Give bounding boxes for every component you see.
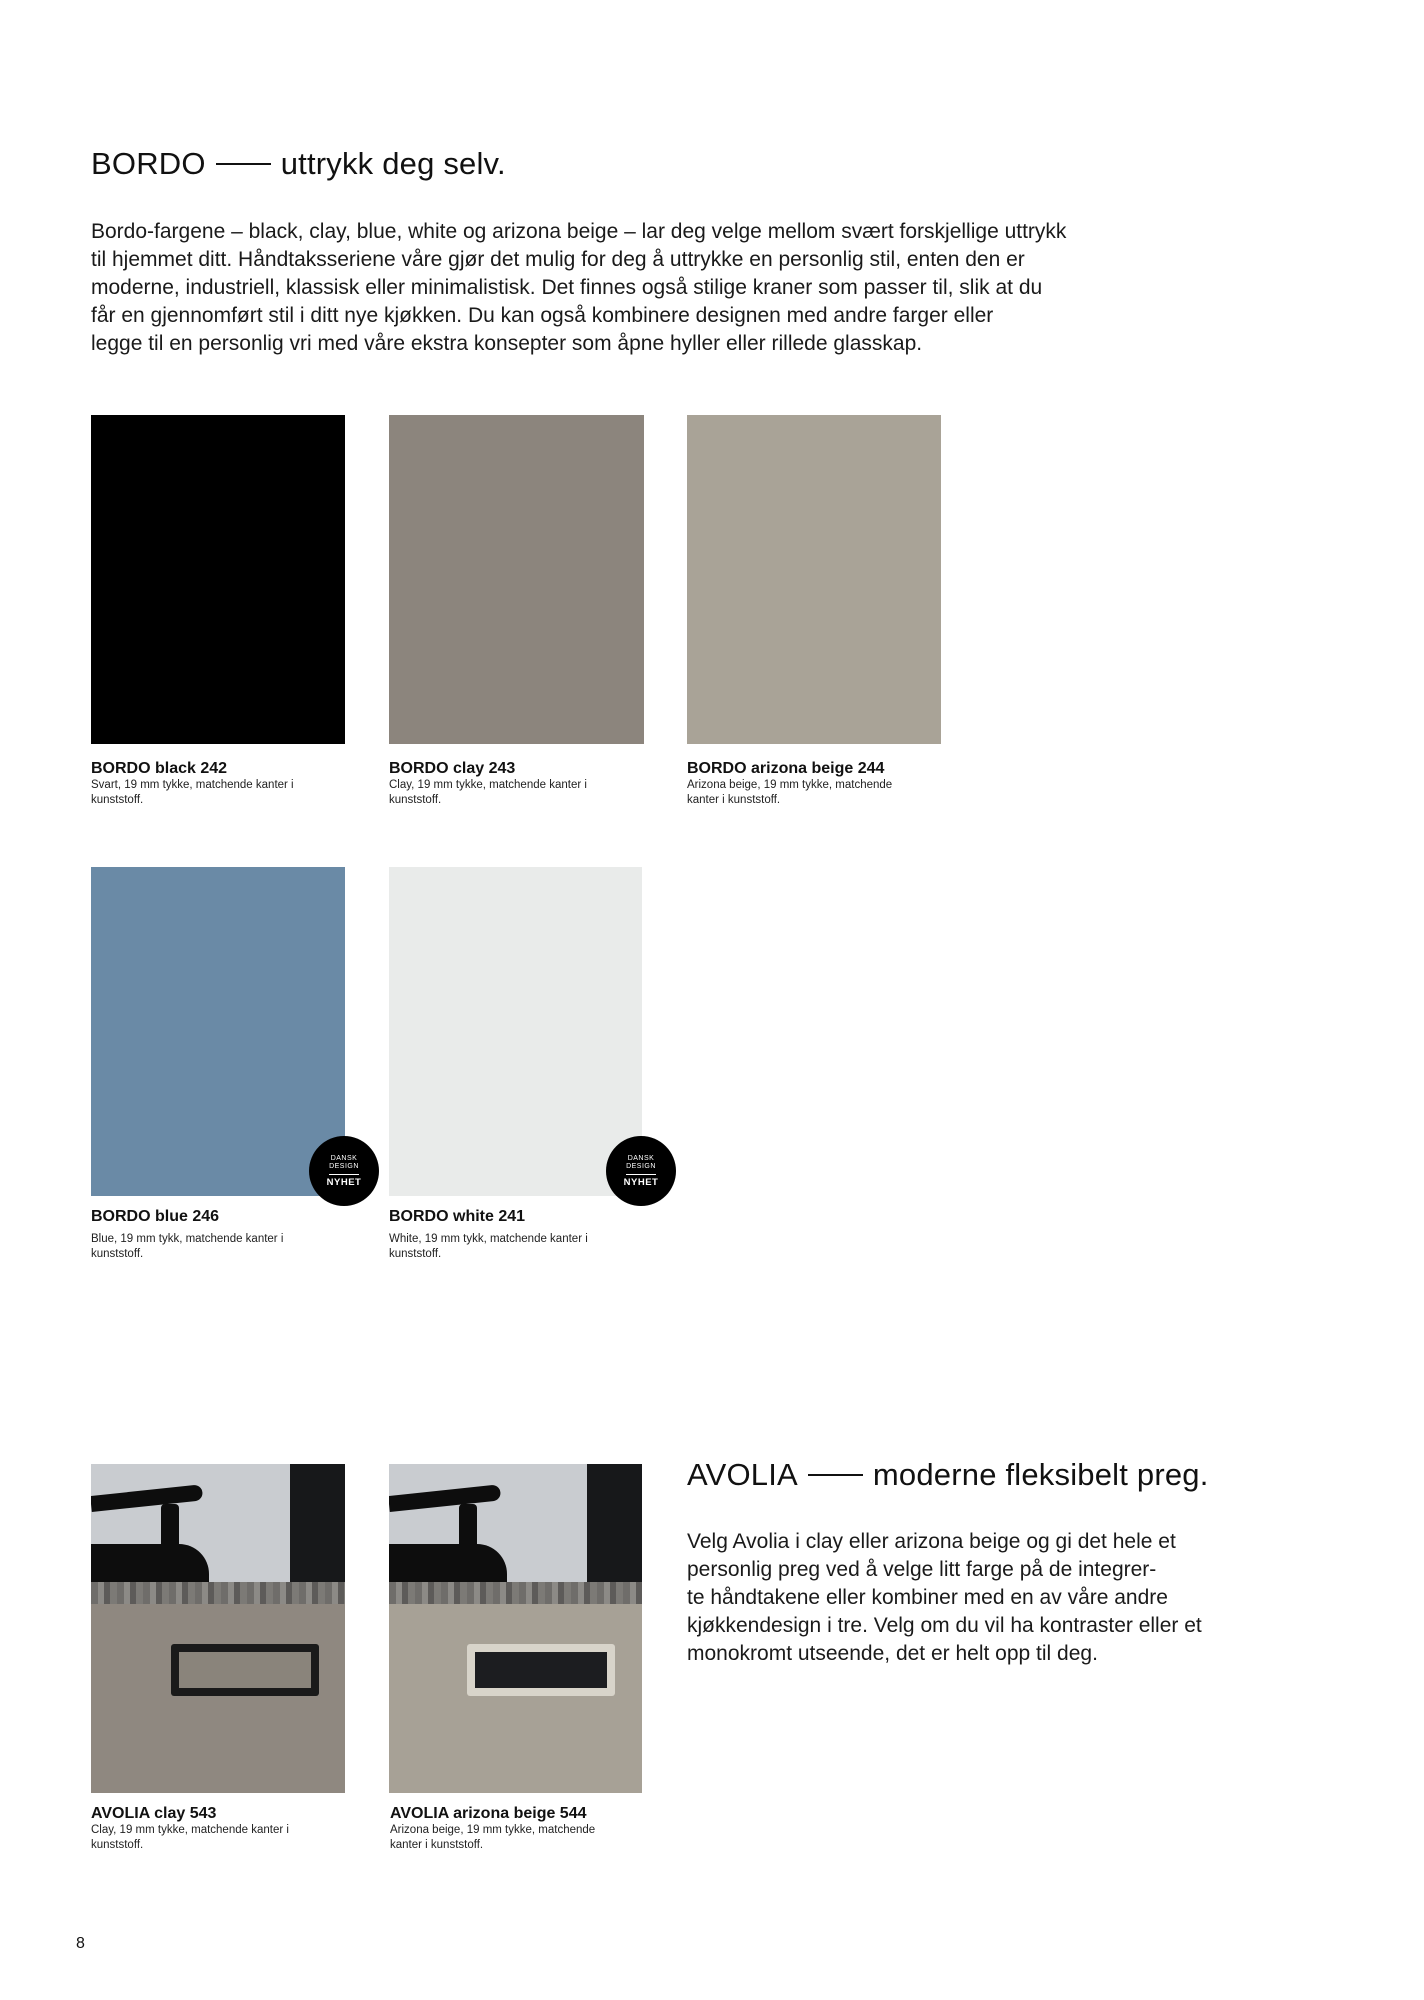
- caption-desc: Svart, 19 mm tykke, matchende kanter i kunststoff.: [91, 779, 294, 806]
- photo-avolia-clay: [91, 1464, 345, 1793]
- caption-bordo-blue: [91, 1208, 321, 1262]
- caption-title: BORDO black 242: [91, 760, 228, 777]
- nyhet-badge: [606, 1136, 676, 1206]
- avolia-intro-line: Velg Avolia i clay eller arizona beige og gi det hele et: [687, 1530, 1176, 1553]
- caption-title: BORDO clay 243: [389, 760, 516, 777]
- avolia-intro-line: monokromt utseende, det er helt opp til deg.: [687, 1642, 1098, 1665]
- badge-line: DANSK: [330, 1154, 358, 1162]
- heading-dash: [808, 1474, 863, 1476]
- swatch-bordo-blue: [91, 867, 345, 1196]
- caption-desc: Blue, 19 mm tykk, matchende kanter i kunststoff.: [91, 1233, 284, 1260]
- bordo-intro-line: Bordo-fargene – black, clay, blue, white og arizona beige – lar deg velge mellom svært forskjellige uttrykk: [91, 220, 1067, 243]
- photo-dark-panel: [587, 1464, 642, 1582]
- tap-base: [91, 1544, 209, 1582]
- handle-recess: [475, 1652, 607, 1688]
- heading-dash: [216, 163, 271, 165]
- badge-divider: [329, 1174, 359, 1175]
- swatch-bordo-clay: [389, 415, 644, 744]
- badge-label: NYHET: [623, 1176, 659, 1188]
- bordo-heading: [91, 146, 506, 182]
- caption-bordo-white: [389, 1208, 619, 1262]
- caption-bordo-arizona-beige: [687, 760, 917, 808]
- caption-title: AVOLIA arizona beige 544: [390, 1805, 587, 1822]
- avolia-heading: [687, 1457, 1209, 1493]
- caption-desc: Arizona beige, 19 mm tykke, matchende kanter i kunststoff.: [687, 779, 893, 806]
- avolia-intro-line: personlig preg ved å velge litt farge på de integrer-: [687, 1558, 1157, 1581]
- badge-line: DANSK: [627, 1154, 655, 1162]
- handle-recess: [179, 1652, 311, 1688]
- swatch-bordo-black: [91, 415, 345, 744]
- nyhet-badge: [309, 1136, 379, 1206]
- bordo-intro-line: moderne, industriell, klassisk eller minimalistisk. Det finnes også stilige kraner som passer til, slik at du: [91, 276, 1043, 299]
- bordo-intro-line: får en gjennomført stil i ditt nye kjøkken. Du kan også kombinere designen med andre farger eller: [91, 304, 994, 327]
- caption-desc: Arizona beige, 19 mm tykke, matchende kanter i kunststoff.: [390, 1824, 596, 1851]
- photo-front: [91, 1604, 345, 1793]
- swatch-bordo-white: [389, 867, 642, 1196]
- photo-dark-panel: [290, 1464, 345, 1582]
- bordo-intro: [91, 218, 1151, 358]
- avolia-intro: [687, 1528, 1327, 1668]
- caption-desc: Clay, 19 mm tykke, matchende kanter i kunststoff.: [389, 779, 587, 806]
- caption-avolia-clay: [91, 1805, 321, 1853]
- photo-countertop: [91, 1582, 345, 1604]
- avolia-heading-brand: AVOLIA: [687, 1457, 798, 1492]
- caption-avolia-arizona-beige: [390, 1805, 620, 1853]
- badge-divider: [626, 1174, 656, 1175]
- photo-countertop: [389, 1582, 642, 1604]
- caption-title: BORDO white 241: [389, 1208, 526, 1225]
- bordo-heading-rest: uttrykk deg selv.: [280, 146, 506, 181]
- photo-avolia-arizona-beige: [389, 1464, 642, 1793]
- caption-title: BORDO arizona beige 244: [687, 760, 885, 777]
- caption-desc: White, 19 mm tykk, matchende kanter i kunststoff.: [389, 1233, 588, 1260]
- avolia-intro-line: te håndtakene eller kombiner med en av våre andre: [687, 1586, 1168, 1609]
- page-number: 8: [76, 1935, 85, 1952]
- badge-line: DESIGN: [626, 1162, 656, 1170]
- avolia-heading-rest: moderne fleksibelt preg.: [872, 1457, 1209, 1492]
- badge-line: DESIGN: [329, 1162, 359, 1170]
- caption-title: BORDO blue 246: [91, 1208, 220, 1225]
- swatch-bordo-arizona-beige: [687, 415, 941, 744]
- caption-desc: Clay, 19 mm tykke, matchende kanter i kunststoff.: [91, 1824, 289, 1851]
- badge-label: NYHET: [326, 1176, 362, 1188]
- bordo-heading-brand: BORDO: [91, 146, 206, 181]
- bordo-intro-line: til hjemmet ditt. Håndtaksseriene våre gjør det mulig for deg å uttrykke en personlig stil, enten den er: [91, 248, 1025, 271]
- avolia-intro-line: kjøkkendesign i tre. Velg om du vil ha kontraster eller et: [687, 1614, 1202, 1637]
- caption-title: AVOLIA clay 543: [91, 1805, 217, 1822]
- caption-bordo-clay: [389, 760, 619, 808]
- tap-base: [389, 1544, 507, 1582]
- photo-front: [389, 1604, 642, 1793]
- caption-bordo-black: [91, 760, 321, 808]
- bordo-intro-line: legge til en personlig vri med våre ekstra konsepter som åpne hyller eller rillede glasskap.: [91, 332, 923, 355]
